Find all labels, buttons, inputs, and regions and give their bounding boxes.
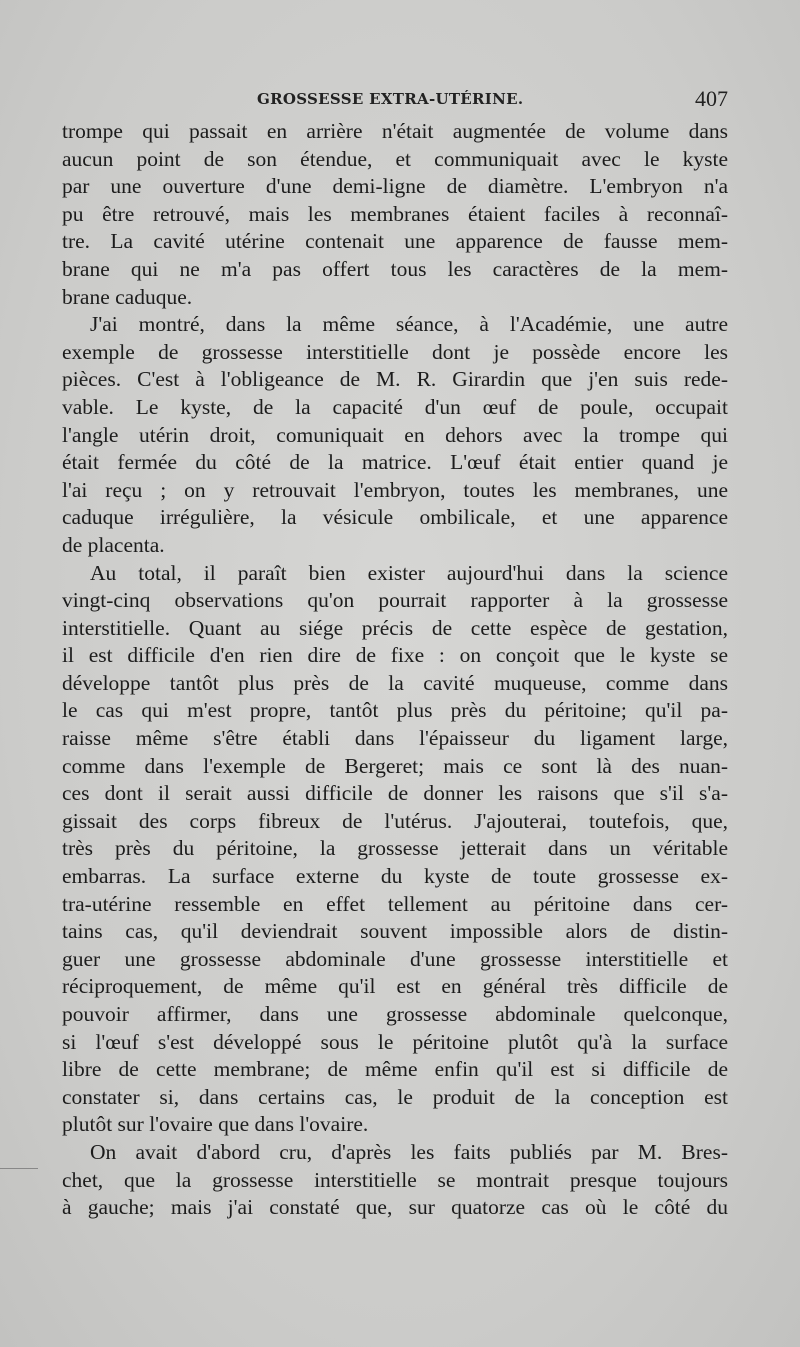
text-line: vingt-cinq observations qu'on pourrait rapporter à la grossesse (62, 588, 728, 613)
text-line: interstitielle. Quant au siége précis de cette espèce de gestation, (62, 615, 728, 640)
text-line: par une ouverture d'une demi-ligne de diamètre. L'embryon n'a (62, 174, 728, 199)
text-line: le cas qui m'est propre, tantôt plus près du péritoine; qu'il pa- (62, 698, 728, 723)
text-line: tra-utérine ressemble en effet tellement au péritoine dans cer- (62, 891, 728, 916)
text-line: trompe qui passait en arrière n'était augmentée de volume dans (62, 119, 728, 143)
text-line: On avait d'abord cru, d'après les faits publiés par M. Bres- (90, 1139, 728, 1164)
text-line: l'ai reçu ; on y retrouvait l'embryon, toutes les membranes, une (62, 477, 728, 502)
text-line: pièces. C'est à l'obligeance de M. R. Girardin que j'en suis rede- (62, 367, 728, 392)
paragraph-1 (62, 118, 728, 311)
text-line: pouvoir affirmer, dans une grossesse abdominale quelconque, (62, 1002, 728, 1026)
text-line: aucun point de son étendue, et communiquait avec le kyste (62, 146, 728, 171)
text-line: tre. La cavité utérine contenait une apparence de fausse mem- (62, 229, 728, 254)
text-line: pu être retrouvé, mais les membranes étaient faciles à reconnaî- (62, 201, 728, 226)
text-line: comme dans l'exemple de Bergeret; mais ce sont là des nuan- (62, 753, 728, 778)
text-line: de placenta. (62, 532, 165, 557)
text-line: il est difficile d'en rien dire de fixe : on conçoit que le kyste se (62, 643, 728, 668)
body-text (62, 118, 728, 1222)
text-line: plutôt sur l'ovaire que dans l'ovaire. (62, 1112, 369, 1137)
text-line: chet, que la grossesse interstitielle se montrait presque toujours (62, 1167, 728, 1192)
text-line: brane qui ne m'a pas offert tous les caractères de la mem- (62, 256, 728, 281)
text-line: J'ai montré, dans la même séance, à l'Académie, une autre (90, 312, 728, 337)
paragraph-4 (62, 1139, 728, 1222)
text-line: si l'œuf s'est développé sous le péritoine plutôt qu'à la surface (62, 1029, 728, 1054)
text-line: ces dont il serait aussi difficile de donner les raisons que s'il s'a- (62, 781, 728, 806)
text-line: caduque irrégulière, la vésicule ombilicale, et une apparence (62, 505, 728, 530)
text-line: réciproquement, de même qu'il est en général très difficile de (62, 974, 728, 999)
text-line: raisse même s'être établi dans l'épaisseur du ligament large, (62, 726, 728, 751)
text-line: développe tantôt plus près de la cavité muqueuse, comme dans (62, 670, 728, 695)
text-line: constater si, dans certains cas, le produit de la conception est (62, 1084, 728, 1109)
text-line: à gauche; mais j'ai constaté que, sur quatorze cas où le côté du (62, 1195, 728, 1220)
running-head (62, 86, 728, 114)
text-line: Au total, il paraît bien exister aujourd'hui dans la science (90, 560, 728, 585)
text-line: était fermée du côté de la matrice. L'œuf était entier quand je (62, 450, 728, 475)
paragraph-3 (62, 560, 728, 1139)
page-number: 407 (695, 86, 728, 111)
margin-mark (0, 1168, 38, 1169)
text-line: libre de cette membrane; de même enfin qu'il est si difficile de (62, 1057, 728, 1082)
text-line: l'angle utérin droit, comuniquait en dehors avec la trompe qui (62, 422, 728, 447)
text-line: brane caduque. (62, 284, 193, 309)
text-line: exemple de grossesse interstitielle dont je possède encore les (62, 339, 728, 364)
paragraph-2 (62, 311, 728, 559)
text-line: très près du péritoine, la grossesse jetterait dans un véritable (62, 836, 728, 861)
text-line: guer une grossesse abdominale d'une grossesse interstitielle et (62, 946, 728, 971)
running-title: GROSSESSE EXTRA-UTÉRINE. (257, 90, 524, 108)
text-line: embarras. La surface externe du kyste de toute grossesse ex- (62, 864, 728, 889)
text-line: gissait des corps fibreux de l'utérus. J'ajouterai, toutefois, que, (62, 808, 728, 833)
text-line: vable. Le kyste, de la capacité d'un œuf de poule, occupait (62, 394, 728, 419)
text-line: tains cas, qu'il deviendrait souvent impossible alors de distin- (62, 919, 728, 944)
